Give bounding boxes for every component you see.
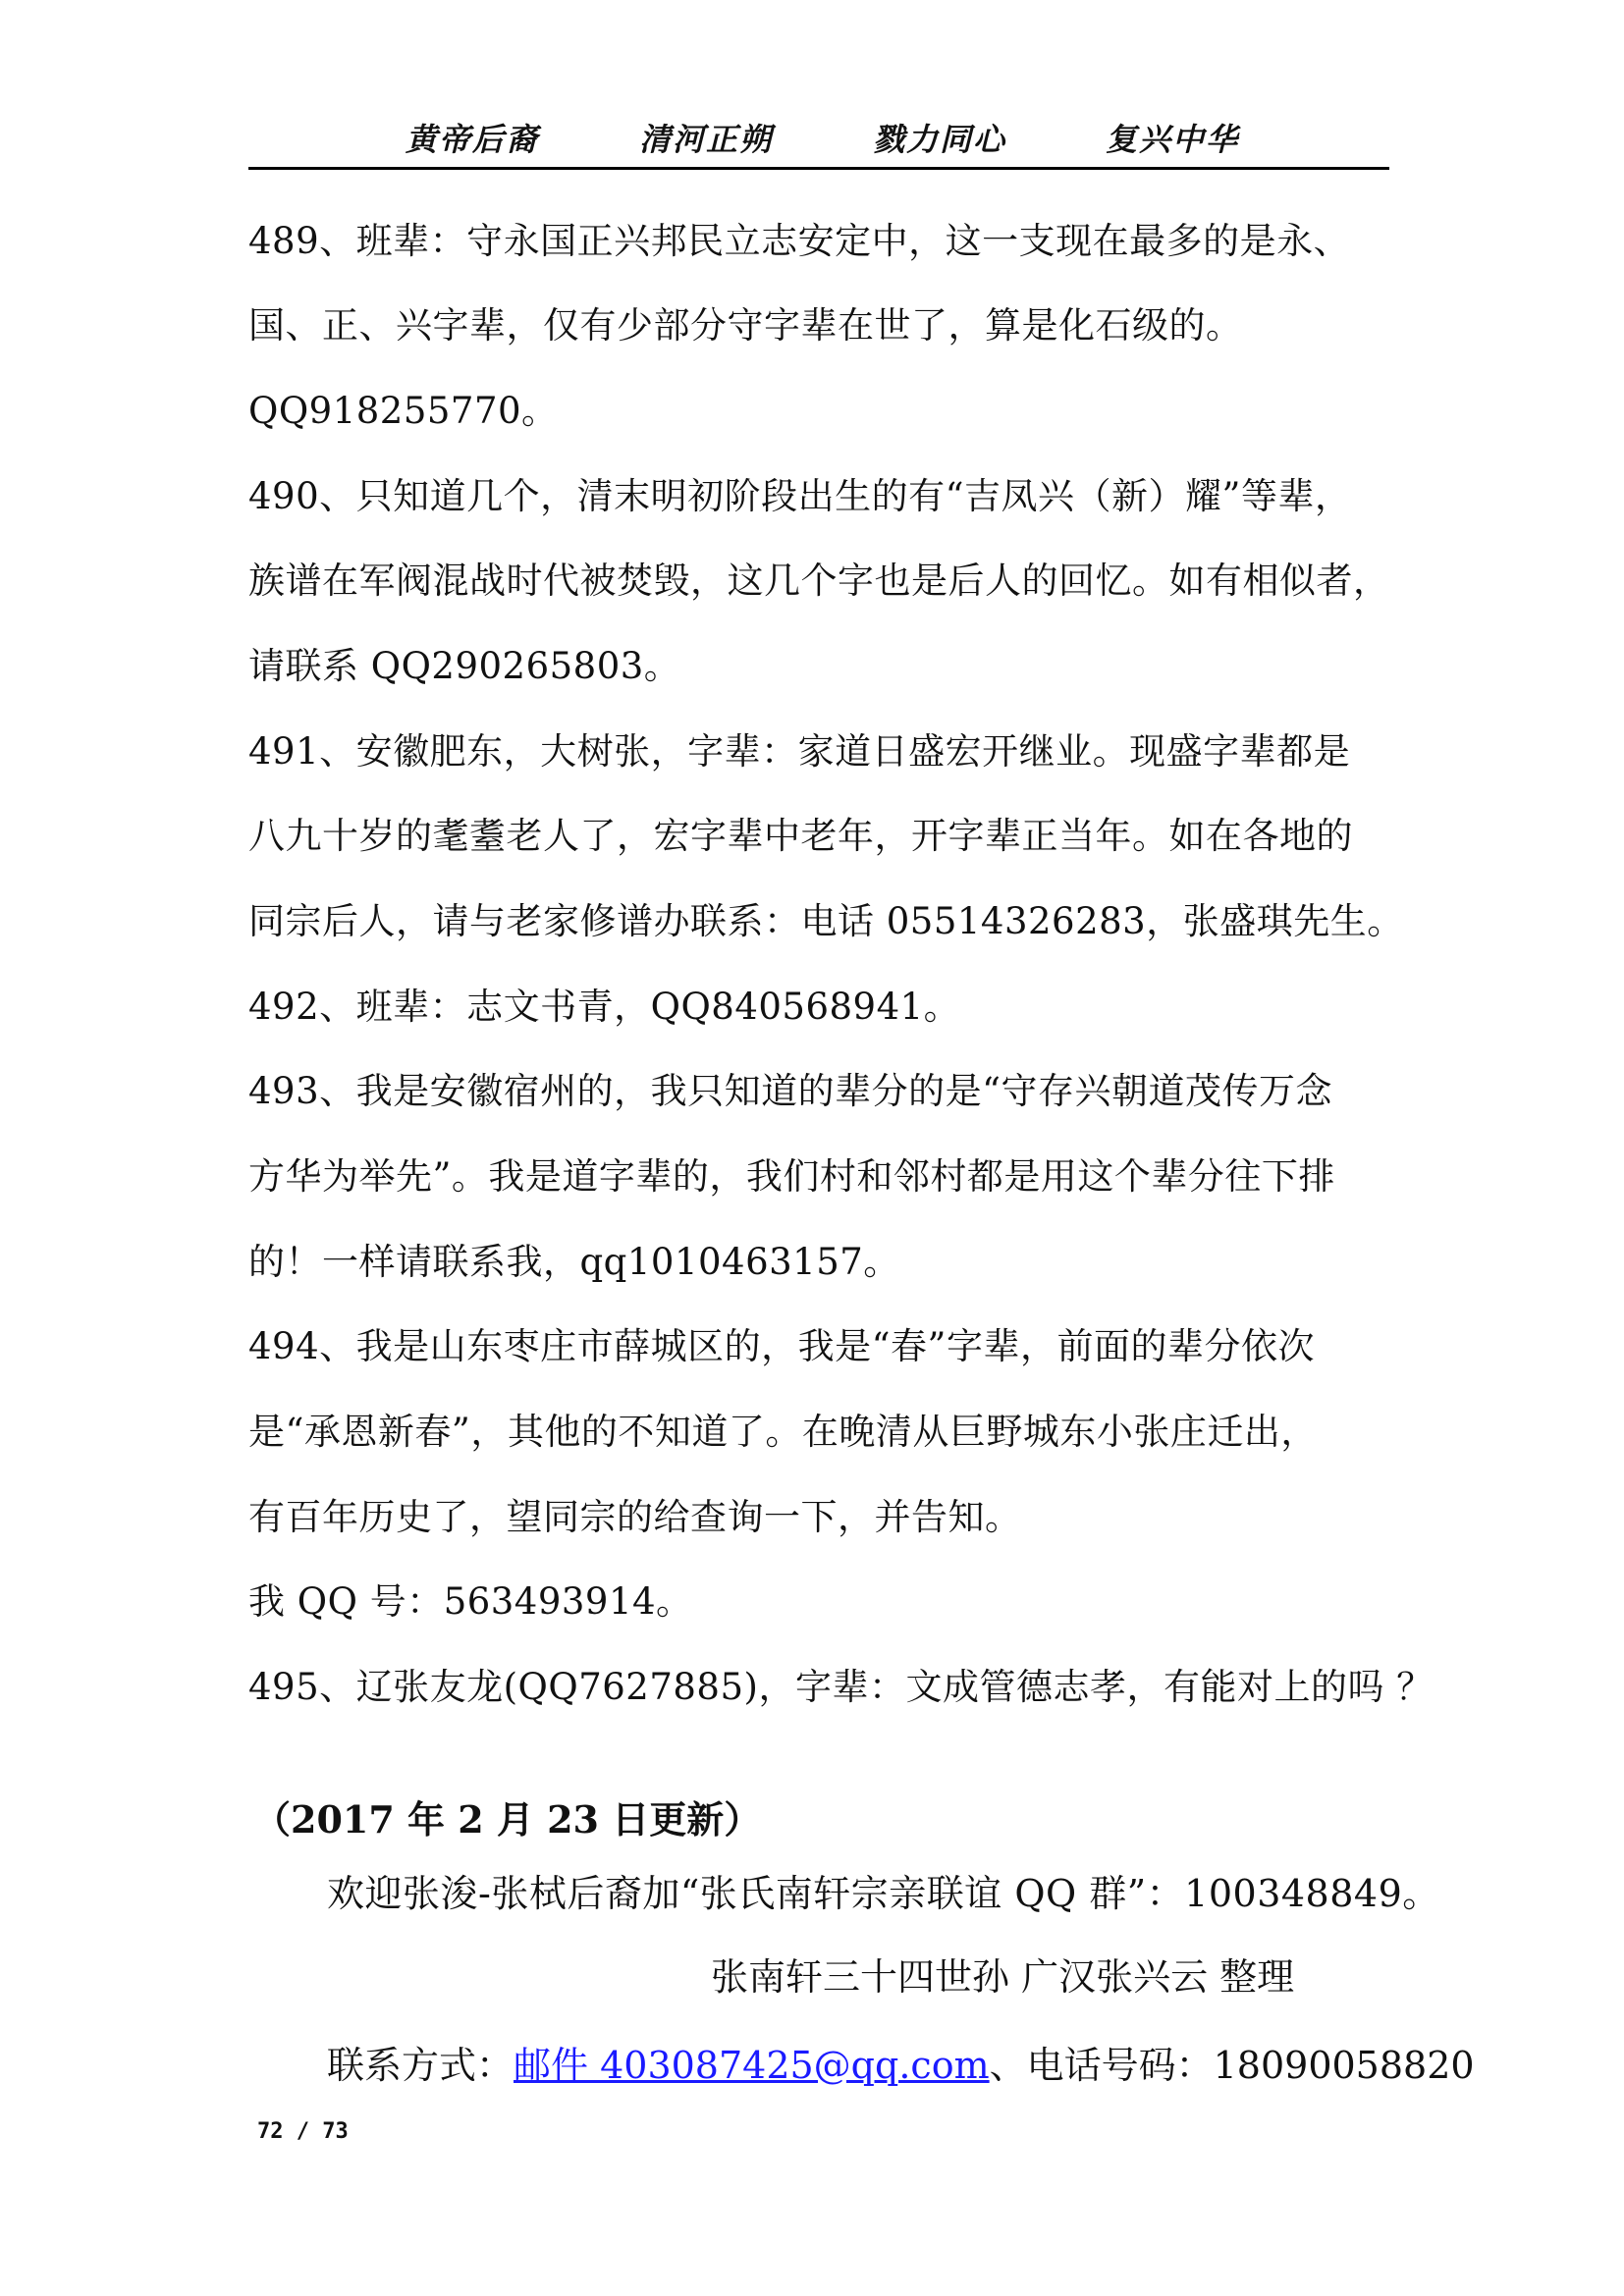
page-header <box>248 118 1389 170</box>
text-line: 八九十岁的耄耋老人了，宏字辈中老年，开字辈正当年。如在各地的 <box>248 815 1353 857</box>
header-motto-2: 清河正朔 <box>639 121 774 158</box>
text-line: 请联系 QQ290265803。 <box>248 645 681 687</box>
text-line: 同宗后人，请与老家修谱办联系：电话 05514326283，张盛琪先生。 <box>248 900 1404 942</box>
header-motto-3: 戮力同心 <box>873 121 1007 158</box>
text-line: 有百年历史了，望同宗的给查询一下，并告知。 <box>248 1496 1022 1538</box>
contact-prefix: 联系方式： <box>327 2044 514 2087</box>
text-line: 494、我是山东枣庄市薛城区的，我是“春”字辈，前面的辈分依次 <box>248 1325 1315 1367</box>
text-line: 是“承恩新春”，其他的不知道了。在晚清从巨野城东小张庄迁出， <box>248 1411 1318 1453</box>
signature-line: 张南轩三十四世孙 广汉张兴云 整理 <box>711 1955 1295 1999</box>
text-line: 493、我是安徽宿州的，我只知道的辈分的是“守存兴朝道茂传万念 <box>248 1070 1333 1112</box>
text-line: 国、正、兴字辈，仅有少部分守字辈在世了，算是化石级的。 <box>248 304 1243 347</box>
welcome-line: 欢迎张浚-张栻后裔加“张氏南轩宗亲联谊 QQ 群”：100348849。 <box>327 1872 1440 1915</box>
text-line: 的！一样请联系我，qq1010463157。 <box>248 1241 900 1283</box>
contact-phone: 、电话号码：18090058820 <box>989 2044 1475 2087</box>
page-number: 72 / 73 <box>257 2119 349 2144</box>
header-motto-1: 黄帝后裔 <box>406 121 540 158</box>
text-line: 495、辽张友龙(QQ7627885)，字辈：文成管德志孝，有能对上的吗 ？ <box>248 1666 1434 1708</box>
text-line: 491、安徽肥东，大树张，字辈：家道日盛宏开继业。现盛字辈都是 <box>248 730 1351 773</box>
contact-line <box>327 2042 1475 2089</box>
text-line: 族谱在军阀混战时代被焚毁，这几个字也是后人的回忆。如有相似者， <box>248 560 1390 602</box>
text-line: 492、班辈：志文书青，QQ840568941。 <box>248 986 961 1028</box>
email-link[interactable]: 邮件 403087425@qq.com <box>514 2044 990 2087</box>
text-line: 489、班辈：守永国正兴邦民立志安定中，这一支现在最多的是永、 <box>248 220 1351 262</box>
text-line: 490、只知道几个，清末明初阶段出生的有“吉凤兴（新）耀”等辈， <box>248 475 1352 517</box>
text-line: QQ918255770。 <box>248 390 559 432</box>
update-note: （2017 年 2 月 23 日更新） <box>253 1797 762 1842</box>
text-line: 方华为举先”。我是道字辈的，我们村和邻村都是用这个辈分往下排 <box>248 1155 1335 1198</box>
text-line: 我 QQ 号：563493914。 <box>248 1580 693 1623</box>
header-motto-4: 复兴中华 <box>1106 121 1240 158</box>
